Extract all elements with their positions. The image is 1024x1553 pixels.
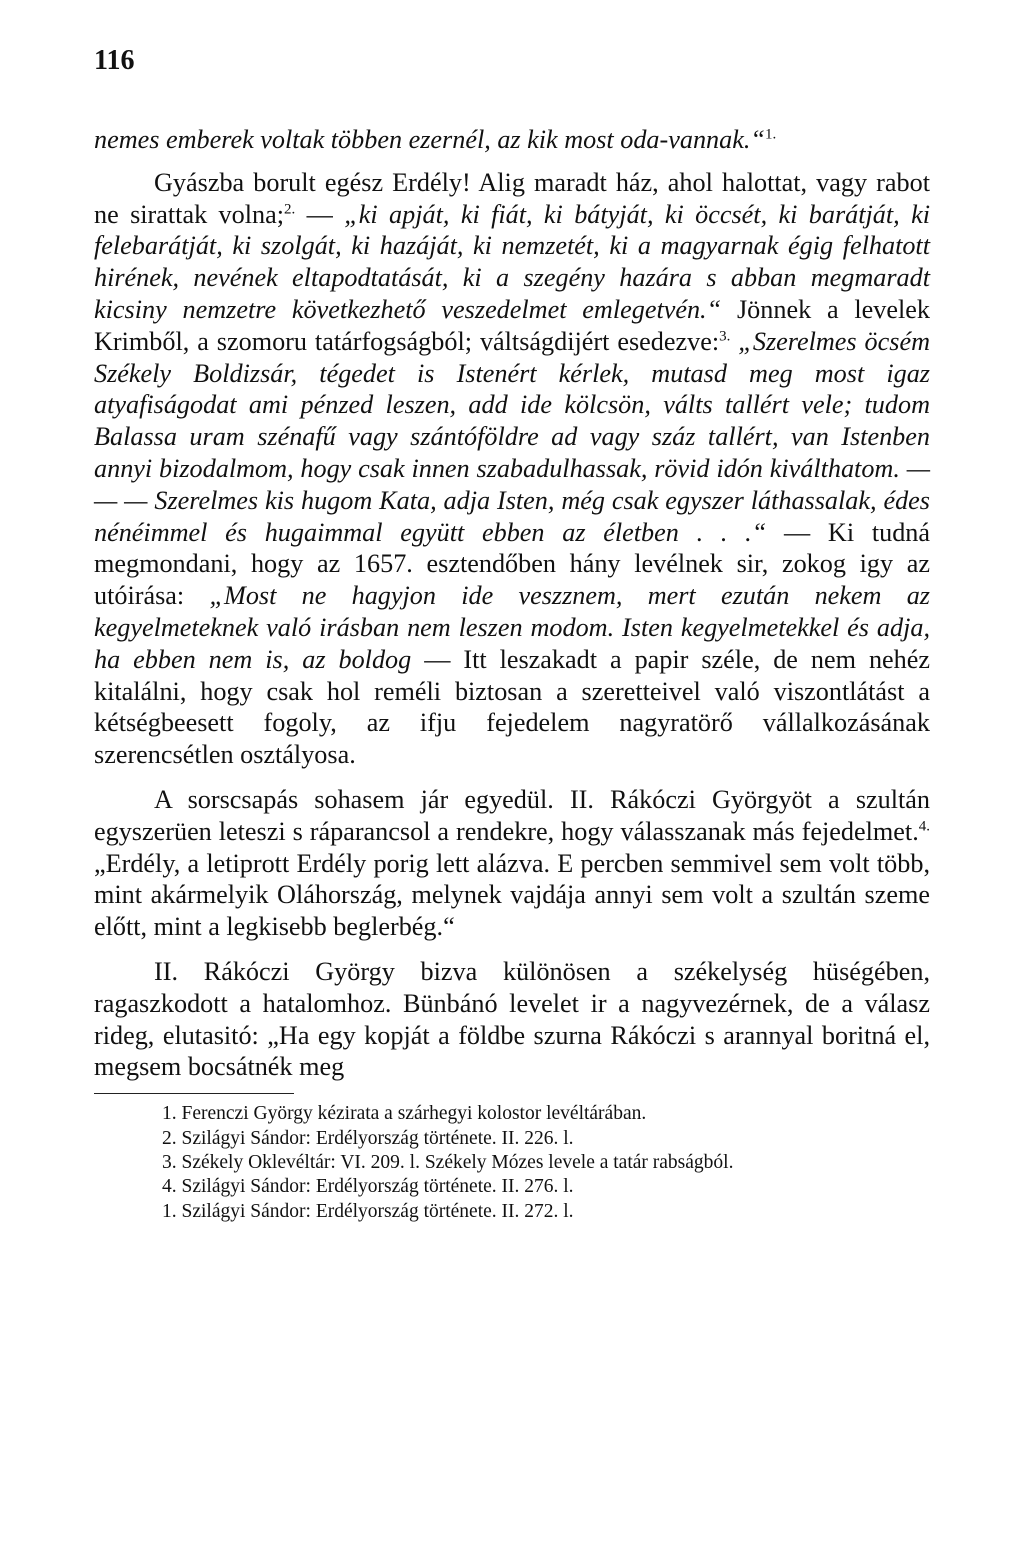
text-run: A sorscsapás sohasem jár egyedül. II. Rákóczi Györgyöt a szultán egyszerüen leteszi s ráparancsol a rendekre, hogy válasszanak más fejedelmet. — [94, 784, 930, 846]
text-run: Gyászba borult egész Erdély! Alig maradt ház, ahol halottat, vagy rabot ne sirattak volna; — [94, 167, 930, 229]
text-run: — Ki tudná megmondani, hogy az 1657. esztendőben hány levélnek sir, zokog igy az utóirása: — [94, 517, 931, 611]
text-run: — — [295, 199, 345, 229]
footnote: 2. Szilágyi Sándor: Erdélyország története. II. 226. l. — [162, 1127, 574, 1149]
footnote: 4. Szilágyi Sándor: Erdélyország története. II. 276. l. — [162, 1176, 574, 1198]
paragraph-1 — [94, 124, 930, 156]
footnote-ref: 1. — [764, 126, 777, 143]
footnotes — [94, 1102, 930, 1224]
paragraph-3 — [94, 784, 930, 943]
text-run: — Itt leszakadt a papir széle, de nem nehéz kitalálni, hogy csak hol reméli biztosan a szeretteivel való viszontlátást a kétségbeesett fogoly, az ifju fejedelem nagyratörő vállalkozásának szerencsétlen osztályosa. — [94, 644, 931, 770]
paragraph-4 — [94, 956, 930, 1083]
book-page — [94, 44, 930, 1224]
footnote: 3. Székely Oklevéltár: VI. 209. l. Székely Mózes levele a tatár rabságból. — [162, 1151, 734, 1173]
footnote: 1. Ferenczi György kézirata a szárhegyi kolostor levéltárában. — [162, 1103, 647, 1125]
footnote: 1. Szilágyi Sándor: Erdélyország története. II. 272. l. — [162, 1200, 574, 1222]
text-run: Jönnek a levelek Krimből, a szomoru tatárfogságból; váltságdijért esedezve: — [94, 294, 930, 356]
footnote-ref: 2. — [284, 200, 296, 217]
page-number: 116 — [94, 45, 135, 76]
footnote-rule — [94, 1093, 294, 1094]
body-text — [94, 124, 930, 1083]
quoted-text: „ki apját, ki fiát, ki bátyját, ki öccsét, ki barátját, ki felebarátját, ki szolgát, ki hazáját, ki nemzetét, ki a magyarnak égig felhatott hirének, nevének eltapodtatását, ki a szegény hazára s abban megmaradt kicsiny nemzetre következhető veszedelmet emlegetvén.“ — [94, 199, 930, 324]
quoted-text: nemes emberek voltak többen ezernél, az kik most oda-vannak.“ — [94, 125, 765, 154]
footnote-ref: 3. — [719, 328, 731, 345]
quoted-text: „Most ne hagyjon ide veszznem, mert ezután nekem az kegyelmeteknek való irásban nem leszen modom. Isten kegyelmetekkel és adja, ha ebben nem is, az boldog — [94, 581, 930, 674]
paragraph-2 — [94, 167, 930, 771]
text-run: „Erdély, a letiprott Erdély porig lett alázva. E percben semmivel sem volt több, mint akármelyik Oláhország, melynek vajdája annyi sem volt a szultán szeme előtt, mint a legkisebb beglerbég.“ — [94, 848, 930, 942]
footnote-ref: 4. — [918, 818, 930, 834]
quoted-text: „Szerelmes öcsém Székely Boldizsár, tégedet is Istenért kérlek, mutasd meg most igaz atyafiságodat ami pénzed leszen, add ide kölcsön, válts tallért vele; tudom Balassa uram szénafű vagy szántóföldre ad vagy száz tallért, van Istenben annyi bizodalmom, hogy csak innen szabadulhassak, rövid idón kiválthatom. — — — Szerelmes kis hugom Kata, adja Isten, még csak egyszer láthassalak, édes nénéimmel és hugaimmal együtt ebben az életben . . .“ — [94, 326, 930, 547]
text-run: II. Rákóczi György bizva különösen a székelység hüségében, ragaszkodott a hatalomhoz. Bünbánó levelet ir a nagyvezérnek, de a válasz rideg, elutasitó: „Ha egy kopját a földbe szurna Rákóczi s arannyal boritná el, megsem bocsátnék meg — [94, 956, 930, 1082]
